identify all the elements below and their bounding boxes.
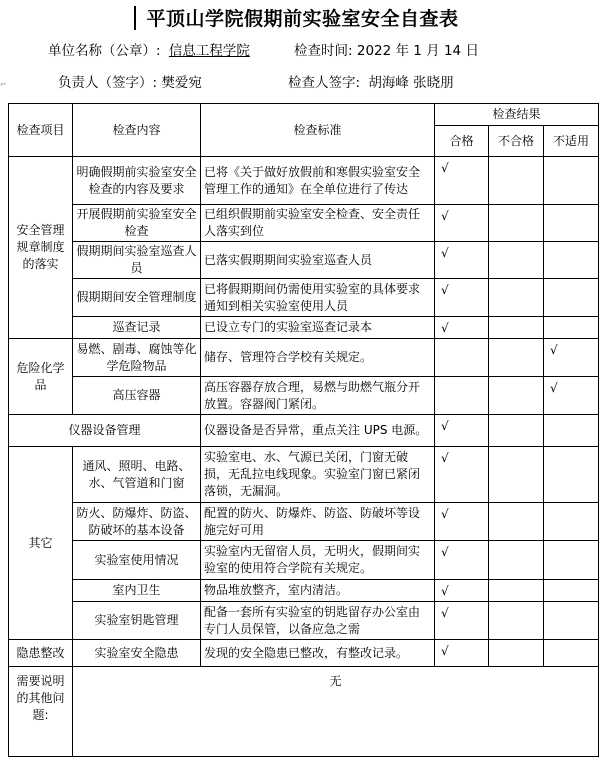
page-title: 平顶山学院假期前实验室安全自查表 xyxy=(146,8,459,30)
section-other: 其它 xyxy=(9,447,73,640)
table-row xyxy=(9,339,599,377)
row-standard: 高压容器存放合理，易燃与助燃气瓶分开放置。容器阀门紧闭。 xyxy=(201,377,435,415)
header-pass: 合格 xyxy=(435,126,489,157)
manager-label: 负责人（签字）: xyxy=(58,75,158,91)
table-row xyxy=(9,447,599,503)
header-item: 检查项目 xyxy=(9,104,73,157)
pass-check: √ xyxy=(435,279,489,317)
pass-check: √ xyxy=(435,205,489,242)
row-content: 实验室使用情况 xyxy=(73,541,201,580)
na-check: √ xyxy=(544,377,599,415)
pass-check: √ xyxy=(435,640,489,667)
unit-value: 信息工程学院 xyxy=(168,43,250,59)
na-cell xyxy=(544,602,599,640)
pass-check: √ xyxy=(435,317,489,339)
row-content: 明确假期前实验室安全检查的内容及要求 xyxy=(73,157,201,205)
header-na: 不适用 xyxy=(544,126,599,157)
row-standard: 仪器设备是否异常，重点关注 UPS 电源。 xyxy=(201,415,435,447)
na-cell xyxy=(544,415,599,447)
table-row xyxy=(9,279,599,317)
row-standard: 已落实假期期间实验室巡查人员 xyxy=(201,242,435,279)
inspection-table xyxy=(8,103,599,757)
row-content: 实验室钥匙管理 xyxy=(73,602,201,640)
table-row xyxy=(9,205,599,242)
notes-value: 无 xyxy=(73,667,599,757)
notes-label: 需要说明的其他问题: xyxy=(9,667,73,757)
row-standard: 储存、管理符合学校有关规定。 xyxy=(201,339,435,377)
row-content: 假期期间安全管理制度 xyxy=(73,279,201,317)
fail-cell xyxy=(489,503,544,541)
na-cell xyxy=(544,279,599,317)
pass-check: √ xyxy=(435,541,489,580)
fail-cell xyxy=(489,279,544,317)
unit-label: 单位名称（公章）: xyxy=(48,43,161,59)
na-cell xyxy=(544,157,599,205)
na-cell xyxy=(544,317,599,339)
row-standard: 配置的防火、防爆炸、防盗、防破坏等设施完好可用 xyxy=(201,503,435,541)
fail-cell xyxy=(489,541,544,580)
table-move-handle-icon[interactable]: ⌐ xyxy=(0,80,7,89)
header-standard: 检查标准 xyxy=(201,104,435,157)
row-standard: 发现的安全隐患已整改，有整改记录。 xyxy=(201,640,435,667)
manager-value: 樊爱宛 xyxy=(161,75,202,91)
table-row xyxy=(9,242,599,279)
header-fail: 不合格 xyxy=(489,126,544,157)
row-content: 开展假期前实验室安全检查 xyxy=(73,205,201,242)
pass-cell xyxy=(435,377,489,415)
na-cell xyxy=(544,242,599,279)
table-header-row xyxy=(9,104,599,126)
fail-cell xyxy=(489,242,544,279)
date-row xyxy=(294,39,479,59)
fail-cell xyxy=(489,580,544,602)
row-standard: 已将假期期间仍需使用实验室的具体要求通知到相关实验室使用人员 xyxy=(201,279,435,317)
pass-check: √ xyxy=(435,415,489,447)
row-standard: 已设立专门的实验室巡查记录本 xyxy=(201,317,435,339)
section-chem: 危险化学品 xyxy=(9,339,73,415)
row-content: 防火、防爆炸、防盗、防破坏的基本设备 xyxy=(73,503,201,541)
inspector-label: 检查人签字: xyxy=(288,75,361,91)
fail-cell xyxy=(489,415,544,447)
na-cell xyxy=(544,205,599,242)
table-row xyxy=(9,541,599,580)
table-row xyxy=(9,317,599,339)
inspector-value: 胡海峰 张晓朋 xyxy=(368,75,454,91)
row-standard: 已组织假期前实验室安全检查、安全责任人落实到位 xyxy=(201,205,435,242)
header-result: 检查结果 xyxy=(435,104,599,126)
pass-check: √ xyxy=(435,602,489,640)
table-row xyxy=(9,503,599,541)
na-check: √ xyxy=(544,339,599,377)
table-row xyxy=(9,667,599,757)
pass-check: √ xyxy=(435,447,489,503)
section-equipment: 仪器设备管理 xyxy=(9,415,201,447)
table-row xyxy=(9,640,599,667)
table-row xyxy=(9,415,599,447)
row-standard: 实验室电、水、气源已关闭，门窗无破损，无乱拉电线现象。实验室门窗已紧闭落锁，无漏洞。 xyxy=(201,447,435,503)
manager-row xyxy=(58,71,202,91)
row-content: 室内卫生 xyxy=(73,580,201,602)
fail-cell xyxy=(489,339,544,377)
row-standard: 已将《关于做好放假前和寒假实验室安全管理工作的通知》在全单位进行了传达 xyxy=(201,157,435,205)
na-cell xyxy=(544,640,599,667)
fail-cell xyxy=(489,640,544,667)
inspector-row xyxy=(288,71,454,91)
row-standard: 物品堆放整齐，室内清洁。 xyxy=(201,580,435,602)
unit-row xyxy=(48,39,250,59)
header-content: 检查内容 xyxy=(73,104,201,157)
row-content: 实验室安全隐患 xyxy=(73,640,201,667)
table-row xyxy=(9,580,599,602)
fail-cell xyxy=(489,205,544,242)
pass-check: √ xyxy=(435,503,489,541)
row-content: 高压容器 xyxy=(73,377,201,415)
fail-cell xyxy=(489,602,544,640)
pass-check: √ xyxy=(435,580,489,602)
row-content: 易燃、剧毒、腐蚀等化学危险物品 xyxy=(73,339,201,377)
na-cell xyxy=(544,503,599,541)
date-label: 检查时间: xyxy=(294,43,353,59)
row-content: 通风、照明、电路、水、气管道和门窗 xyxy=(73,447,201,503)
fail-cell xyxy=(489,447,544,503)
pass-check: √ xyxy=(435,157,489,205)
pass-check: √ xyxy=(435,242,489,279)
pass-cell xyxy=(435,339,489,377)
row-content: 假期期间实验室巡查人员 xyxy=(73,242,201,279)
fail-cell xyxy=(489,317,544,339)
row-standard: 配备一套所有实验室的钥匙留存办公室由专门人员保管，以备应急之需 xyxy=(201,602,435,640)
section-hazard: 隐患整改 xyxy=(9,640,73,667)
row-content: 巡查记录 xyxy=(73,317,201,339)
na-cell xyxy=(544,580,599,602)
table-row xyxy=(9,377,599,415)
fail-cell xyxy=(489,157,544,205)
table-row xyxy=(9,157,599,205)
date-value: 2022 年 1 月 14 日 xyxy=(356,43,479,59)
na-cell xyxy=(544,541,599,580)
table-row xyxy=(9,602,599,640)
section-rules: 安全管理规章制度的落实 xyxy=(9,157,73,339)
fail-cell xyxy=(489,377,544,415)
na-cell xyxy=(544,447,599,503)
row-standard: 实验室内无留宿人员，无明火，假期间实验室的使用符合学院有关规定。 xyxy=(201,541,435,580)
